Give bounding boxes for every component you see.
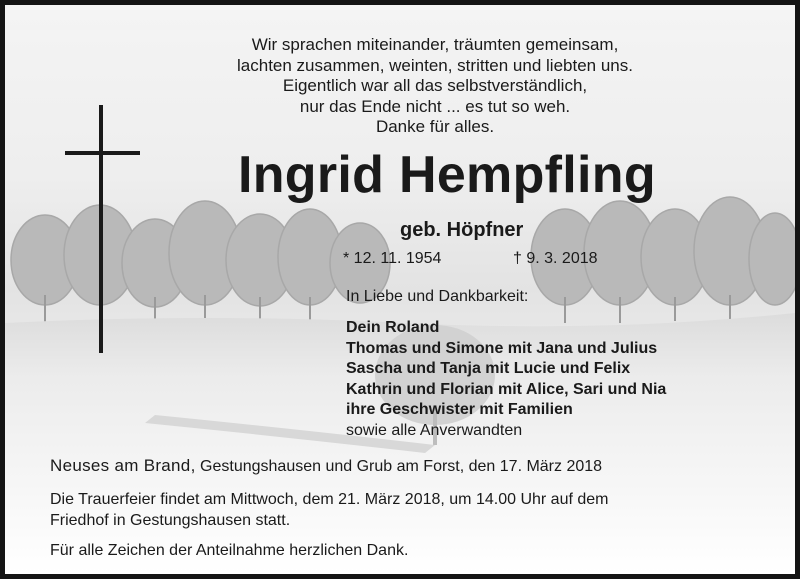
poem-line: nur das Ende nicht ... es tut so weh. (299, 96, 571, 116)
place-rest: Gestungshausen und Grub am Forst, den 17. März 2018 (195, 458, 603, 475)
birth-name: geb. Höpfner (400, 219, 524, 241)
mourner: ihre Geschwister mit Familien (346, 401, 573, 418)
poem-line: lachten zusammen, weinten, stritten und liebten uns. (237, 55, 633, 75)
relatives: sowie alle Anverwandten (346, 421, 523, 439)
funeral-line: Friedhof in Gestungshausen statt. (50, 511, 291, 529)
mourners-list (346, 318, 666, 441)
poem-line: Wir sprachen miteinander, träumten gemeinsam, (251, 35, 619, 54)
funeral-line: Die Trauerfeier findet am Mittwoch, dem 21. März 2018, um 14.00 Uhr auf dem (50, 491, 609, 508)
death-date: † 9. 3. 2018 (513, 250, 598, 267)
place-town: Neuses am Brand, (50, 456, 196, 475)
mourners-intro: In Liebe und Dankbarkeit: (346, 288, 529, 305)
deceased-name: Ingrid Hempfling (238, 146, 656, 204)
poem (205, 35, 665, 138)
mourner: Thomas und Simone mit Jana und Julius (346, 339, 658, 357)
poem-line: Danke für alles. (375, 117, 495, 136)
mourner: Kathrin und Florian mit Alice, Sari und Nia (346, 380, 667, 398)
mourner: Dein Roland (346, 319, 440, 336)
closing-thanks: Für alle Zeichen der Anteilnahme herzlichen Dank. (50, 542, 409, 559)
mourner: Sascha und Tanja mit Lucie und Felix (346, 360, 631, 377)
poem-line: Eigentlich war all das selbstverständlich, (282, 76, 588, 95)
birth-date: * 12. 11. 1954 (343, 250, 442, 267)
place-date (50, 456, 602, 476)
funeral-notice (50, 490, 608, 531)
